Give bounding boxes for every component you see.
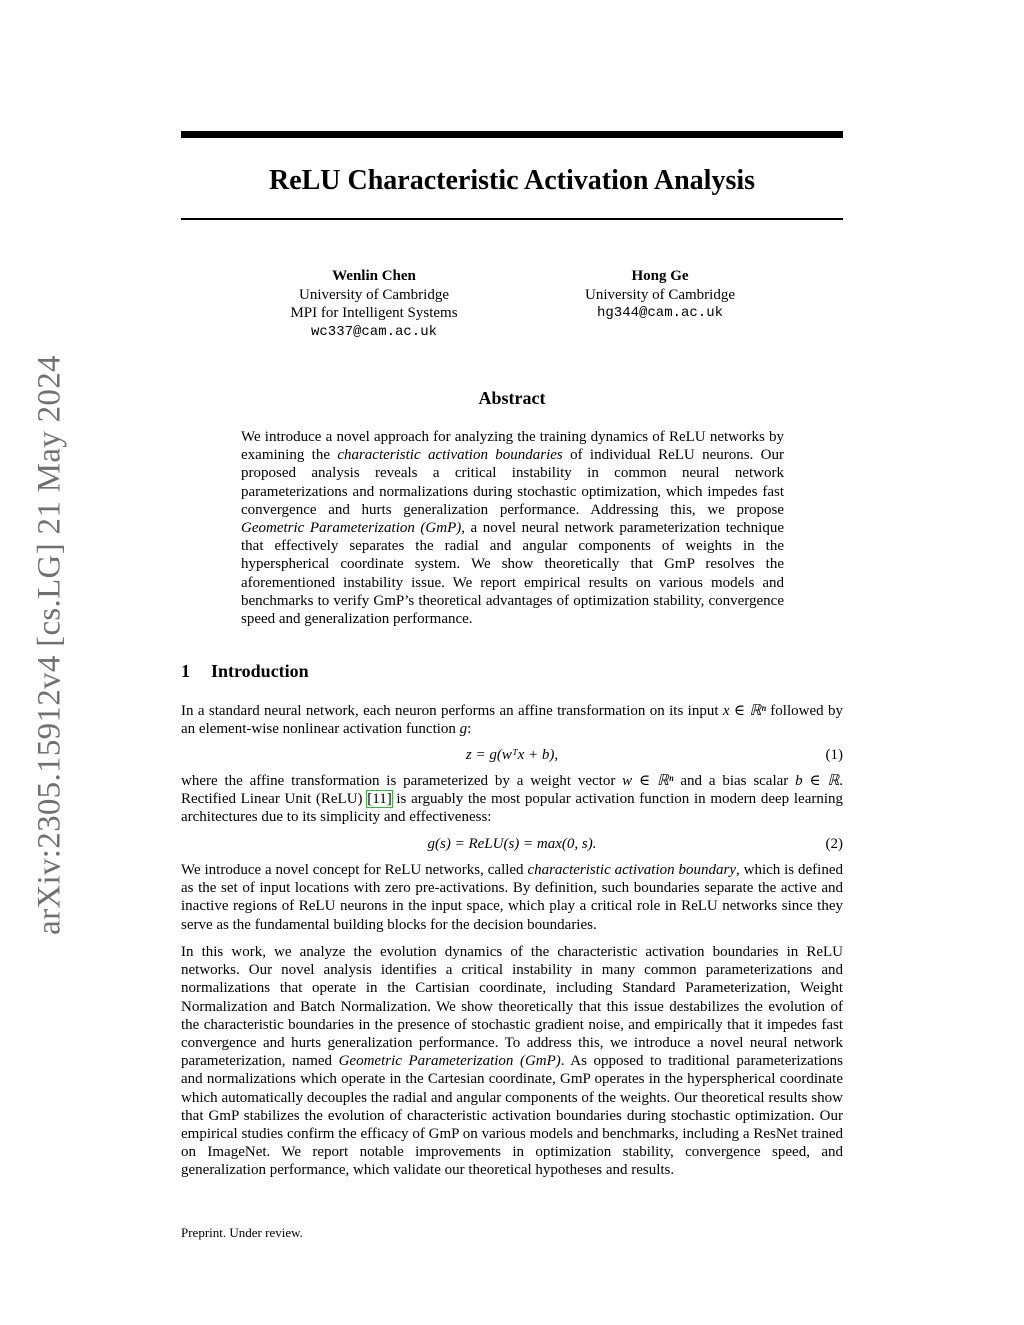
paragraph-2: where the affine transformation is parameterized by a weight vector w ∈ ℝⁿ and a bias scalar b ∈ ℝ. Rectified Linear Unit (ReLU) [11] is arguably the most popular activation function in modern deep learning architectures due to its simplicity and effectiveness: xyxy=(181,773,844,826)
section-heading xyxy=(181,661,309,682)
citation-link[interactable]: [11] xyxy=(367,791,392,808)
section-title: Introduction xyxy=(211,661,309,681)
footer-note: Preprint. Under review. xyxy=(181,1225,303,1240)
abstract-heading: Abstract xyxy=(478,388,546,408)
author-affiliation: MPI for Intelligent Systems xyxy=(290,305,458,321)
paragraph-1: In a standard neural network, each neuron performs an affine transformation on its input x ∈ ℝⁿ followed by an element-wise nonlinear activation function g: xyxy=(181,703,843,738)
title-bottom-rule xyxy=(181,218,843,220)
equation-number: (1) xyxy=(825,747,843,763)
section-number: 1 xyxy=(181,661,190,681)
author-name: Hong Ge xyxy=(631,268,689,284)
author-block-2 xyxy=(531,267,789,323)
abstract-text: We introduce a novel approach for analyzing the training dynamics of ReLU networks by examining the characteristic activation boundaries of individual ReLU neurons. Our proposed analysis reveals a critical instability in common neural network parameterizations and normalizations during stochastic optimization, which impedes fast convergence and hurts generalization performance. Addressing this, we propose Geometric Parameterization (GmP), a novel neural network parameterization technique that effectively separates the radial and angular components of weights in the hyperspherical coordinate system. We show theoretically that GmP resolves the aforementioned instability issue. We report empirical results on various models and benchmarks to verify GmP’s theoretical advantages of optimization stability, convergence speed and generalization performance. xyxy=(241,429,784,628)
equation-expression: g(s) = ReLU(s) = max(0, s). xyxy=(427,836,597,852)
author-email[interactable]: hg344@cam.ac.uk xyxy=(596,305,724,321)
math-inline: g xyxy=(459,721,468,738)
author-block-1 xyxy=(244,267,504,341)
equation-1 xyxy=(181,745,843,765)
author-name: Wenlin Chen xyxy=(332,268,416,284)
paragraph-4: In this work, we analyze the evolution dynamics of the characteristic activation boundaries in ReLU networks. Our novel analysis identifies a critical instability in many common parameterizations and normalizations that operate in the Cartisian coordinate, including Standard Parameterization, Weight Normalization and Batch Normalization. We show theoretically that this issue destabilizes the evolution of the characteristic boundaries in the presence of stochastic gradient noise, and empirically that it impedes fast convergence and hurts generalization performance. To address this, we introduce a novel neural network parameterization, named Geometric Parameterization (GmP). As opposed to traditional parameterizations and normalizations which operate in the Cartesian coordinate, GmP operates in the hyperspherical coordinate which automatically decouples the radial and angular components of the weights. Our theoretical results show that GmP stabilizes the evolution of characteristic activation boundaries during stochastic optimization. Our empirical studies confirm the efficacy of GmP on various models and benchmarks, including a ResNet trained on ImageNet. We report notable improvements in optimization stability, convergence speed, and generalization performance, which validate our theoretical hypotheses and results. xyxy=(181,944,844,1179)
author-email[interactable]: wc337@cam.ac.uk xyxy=(310,323,438,340)
author-affiliation: University of Cambridge xyxy=(299,286,449,303)
arxiv-side-identifier: arXiv:2305.15912v4 [cs.LG] 21 May 2024 xyxy=(31,355,68,935)
paper-title: ReLU Characteristic Activation Analysis xyxy=(268,165,756,196)
title-top-rule xyxy=(181,131,843,138)
author-affiliation: University of Cambridge xyxy=(585,286,735,303)
math-inline: w ∈ ℝⁿ xyxy=(622,773,674,789)
math-inline: b ∈ ℝ xyxy=(795,773,840,789)
equation-expression: z = g(wᵀx + b), xyxy=(465,747,559,763)
equation-2 xyxy=(181,834,843,854)
math-inline: x ∈ ℝⁿ xyxy=(722,703,766,719)
paragraph-3: We introduce a novel concept for ReLU networks, called characteristic activation boundary, which is defined as the set of input locations with zero pre-activations. By definition, such boundaries separate the active and inactive regions of ReLU neurons in the input space, which play a critical role in ReLU networks since they serve as the fundamental building blocks for the decision boundaries. xyxy=(181,862,843,933)
equation-number: (2) xyxy=(825,836,843,852)
